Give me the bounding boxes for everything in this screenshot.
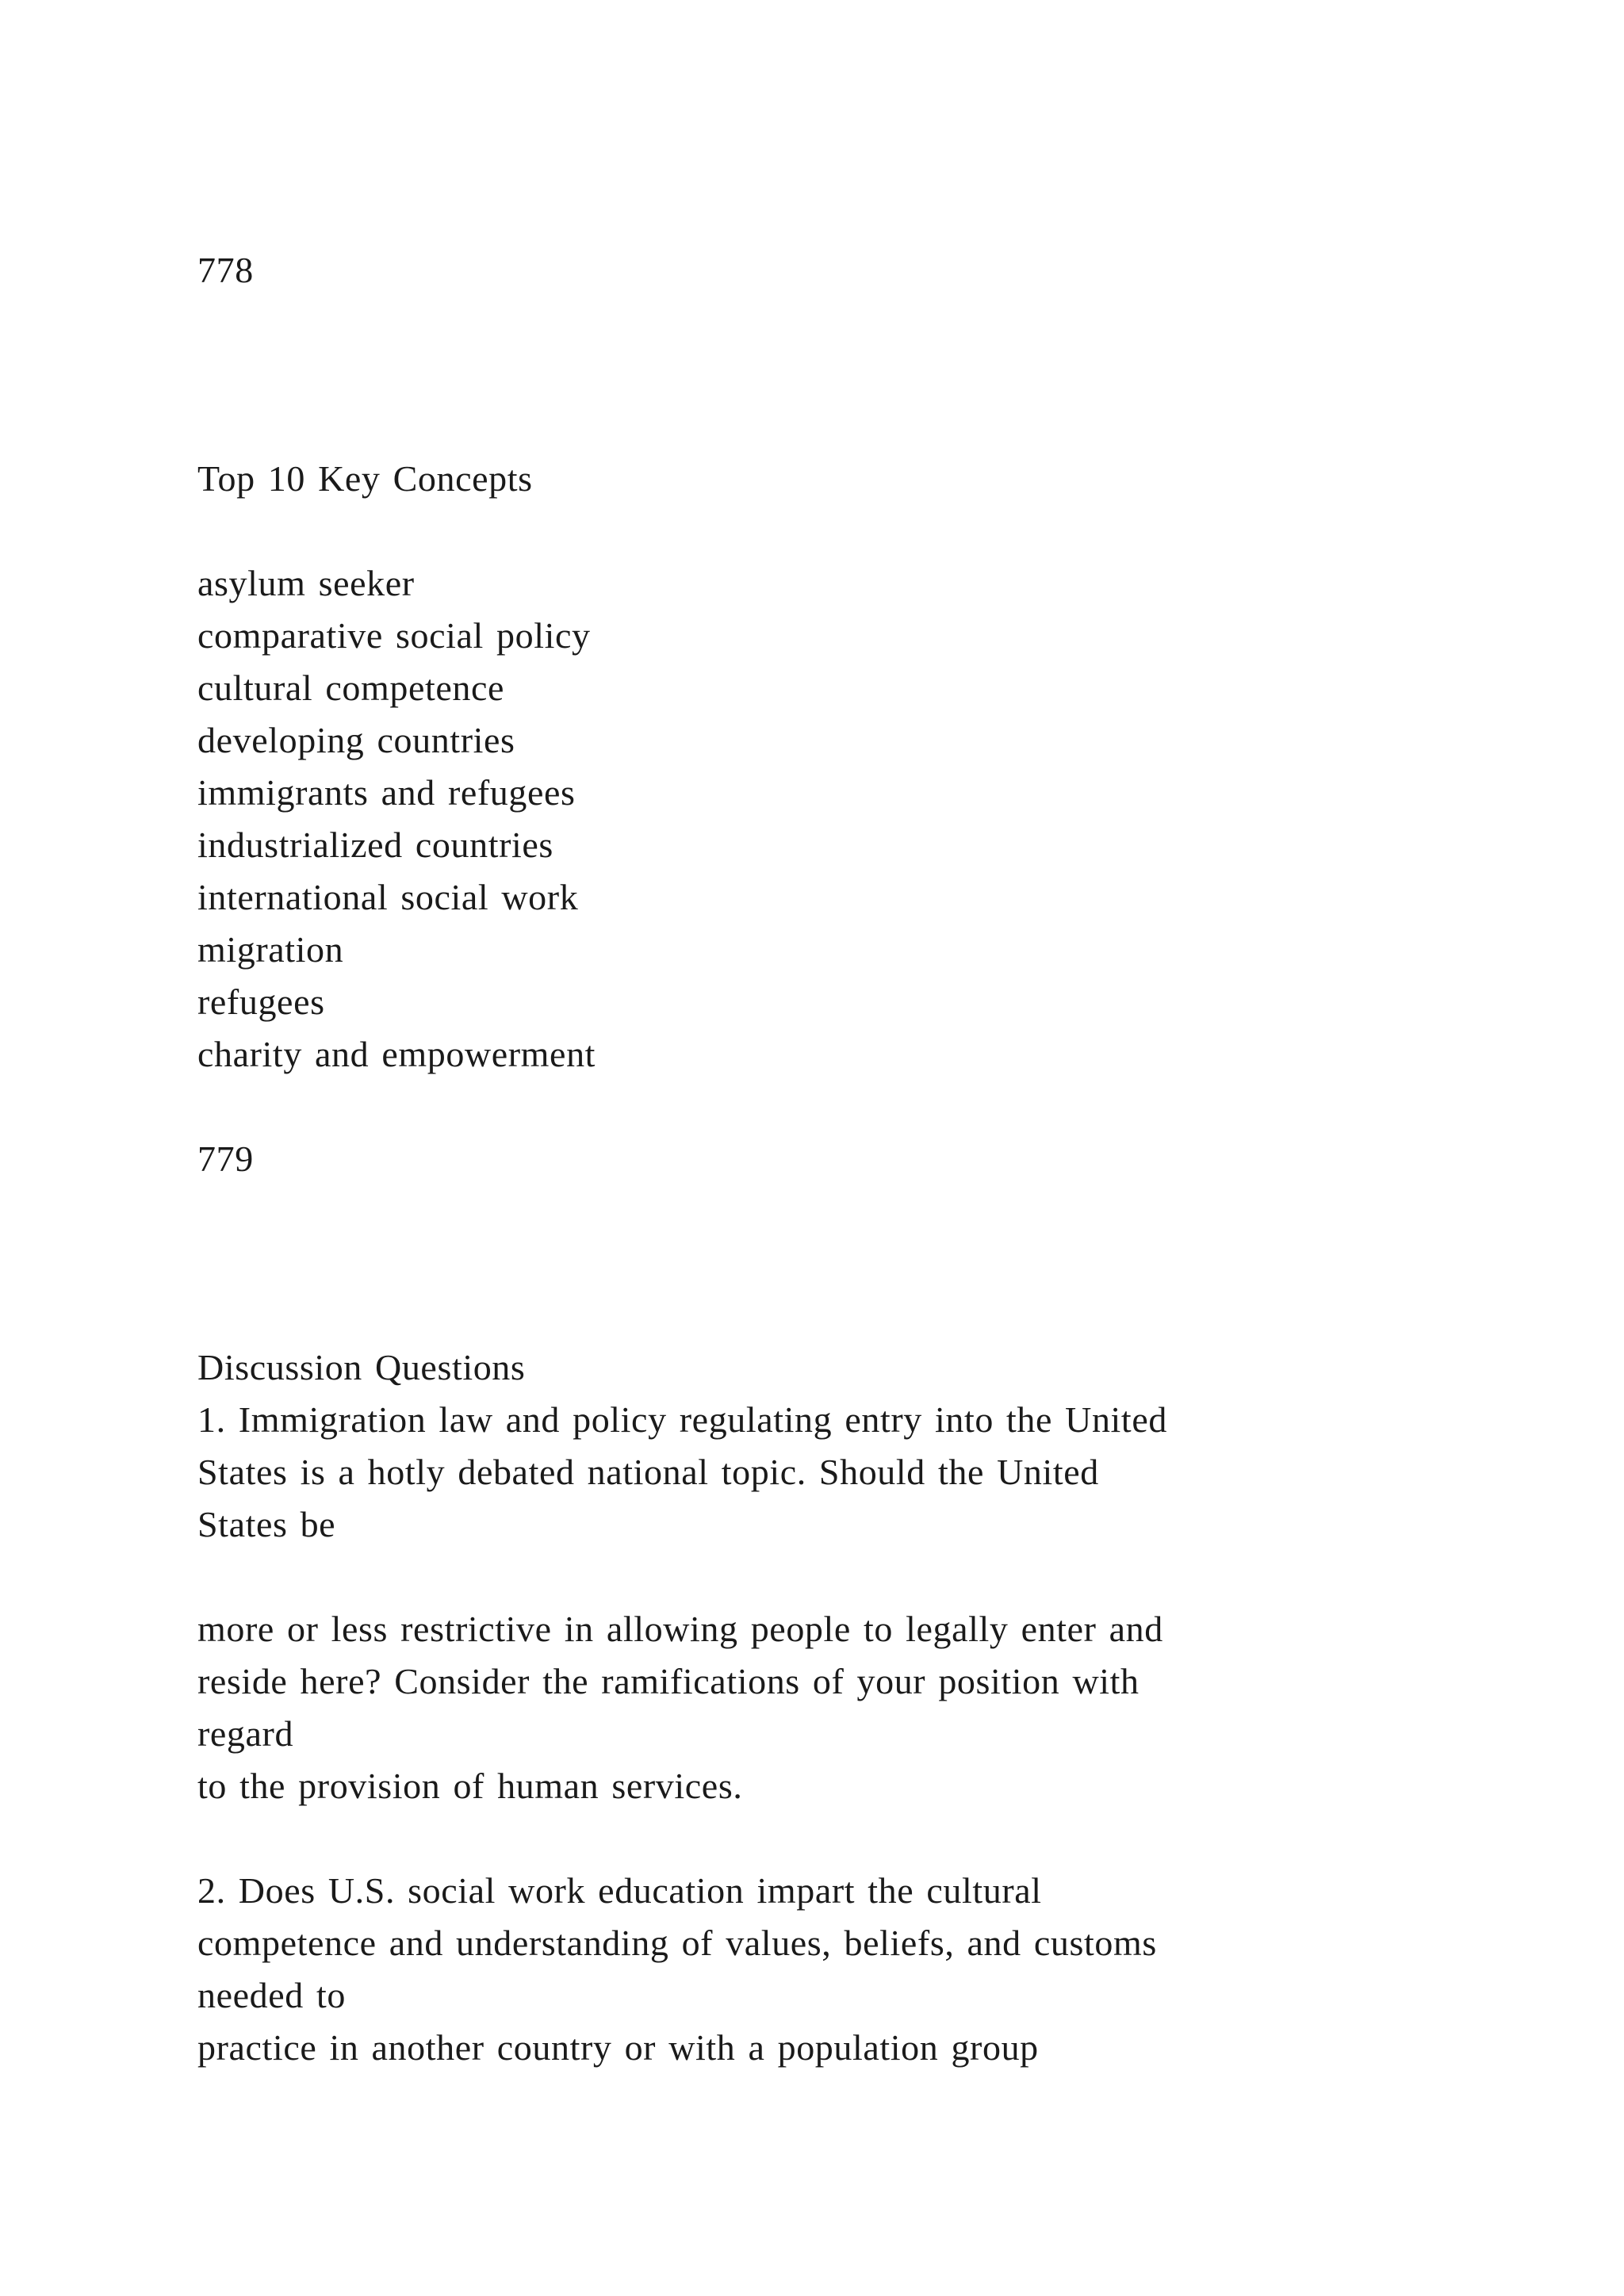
question-line: 1. Immigration law and policy regulating entry into the United	[197, 1399, 1167, 1440]
question-line: States be	[197, 1504, 336, 1544]
list-item: international social work	[197, 877, 579, 917]
list-item: comparative social policy	[197, 615, 591, 656]
question-line: reside here? Consider the ramifications of your position with	[197, 1661, 1139, 1701]
list-item: refugees	[197, 982, 325, 1022]
page-number: 779	[197, 1138, 254, 1179]
question-line: practice in another country or with a population group	[197, 2027, 1039, 2068]
question-line: States is a hotly debated national topic. Should the United	[197, 1452, 1099, 1492]
list-item: industrialized countries	[197, 825, 553, 865]
page-number: 778	[197, 250, 254, 290]
list-item: developing countries	[197, 720, 515, 760]
discussion-heading: Discussion Questions	[197, 1347, 526, 1387]
list-item: migration	[197, 929, 344, 970]
question-line: needed to	[197, 1975, 346, 2015]
question-line: more or less restrictive in allowing people to legally enter and	[197, 1609, 1163, 1649]
list-item: charity and empowerment	[197, 1034, 596, 1074]
question-line: competence and understanding of values, beliefs, and customs	[197, 1923, 1157, 1963]
list-item: immigrants and refugees	[197, 772, 576, 813]
list-item: cultural competence	[197, 668, 505, 708]
question-line: regard	[197, 1713, 294, 1754]
list-item: asylum seeker	[197, 563, 415, 603]
question-line: to the provision of human services.	[197, 1766, 743, 1806]
key-concepts-heading: Top 10 Key Concepts	[197, 458, 533, 499]
question-line: 2. Does U.S. social work education impart the cultural	[197, 1870, 1042, 1911]
